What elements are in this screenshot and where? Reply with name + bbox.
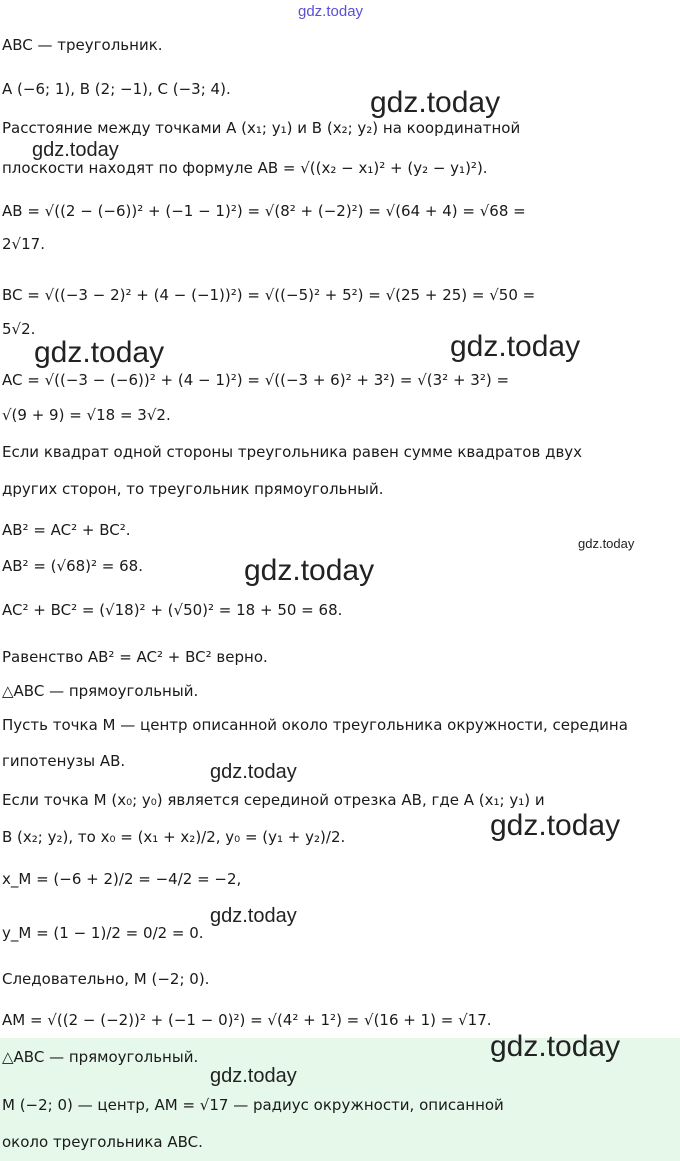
solution-line: Если точка M (x₀; y₀) является серединой отрезка AB, где A (x₁; y₁) и (2, 791, 545, 809)
solution-line: плоскости находят по формуле AB = √((x₂ − x₁)² + (y₂ − y₁)²). (2, 159, 488, 177)
solution-line: гипотенузы AB. (2, 752, 126, 770)
watermark-text: gdz.today (210, 761, 297, 783)
solution-line: AC = √((−3 − (−6))² + (4 − 1)²) = √((−3 + 6)² + 3²) = √(3² + 3²) = (2, 371, 510, 389)
solution-line: AB² = (√68)² = 68. (2, 557, 143, 575)
solution-line: AC² + BC² = (√18)² + (√50)² = 18 + 50 = 68. (2, 601, 343, 619)
solution-line: других сторон, то треугольник прямоугольный. (2, 480, 384, 498)
solution-line: △ABC — прямоугольный. (2, 682, 199, 700)
answer-line: △ABC — прямоугольный. (2, 1048, 199, 1066)
answer-line: M (−2; 0) — центр, AM = √17 — радиус окружности, описанной (2, 1096, 504, 1114)
watermark-text: gdz.today (34, 336, 165, 369)
solution-line: Следовательно, M (−2; 0). (2, 970, 210, 988)
solution-line: Расстояние между точками A (x₁; y₁) и B (x₂; y₂) на координатной (2, 119, 521, 137)
solution-line: 2√17. (2, 235, 45, 253)
watermark-text: gdz.today (490, 1030, 621, 1063)
watermark-text: gdz.today (244, 554, 375, 587)
watermark-text: gdz.today (490, 809, 621, 842)
solution-line: AM = √((2 − (−2))² + (−1 − 0)²) = √(4² + 1²) = √(16 + 1) = √17. (2, 1011, 492, 1029)
solution-line: AB = √((2 − (−6))² + (−1 − 1)²) = √(8² + (−2)²) = √(64 + 4) = √68 = (2, 202, 526, 220)
solution-line: Пусть точка M — центр описанной около треугольника окружности, середина (2, 716, 628, 734)
watermark-text: gdz.today (210, 905, 297, 927)
solution-line: y_M = (1 − 1)/2 = 0/2 = 0. (2, 924, 204, 942)
watermark-text: gdz.today (298, 3, 364, 20)
solution-line: x_M = (−6 + 2)/2 = −4/2 = −2, (2, 870, 242, 888)
solution-line: AB² = AC² + BC². (2, 521, 131, 539)
solution-line: Равенство AB² = AC² + BC² верно. (2, 648, 268, 666)
solution-line: ABC — треугольник. (2, 36, 163, 54)
watermark-text: gdz.today (370, 86, 501, 119)
answer-line: около треугольника ABC. (2, 1133, 203, 1151)
watermark-text: gdz.today (450, 330, 581, 363)
solution-line: 5√2. (2, 320, 36, 338)
watermark-text: gdz.today (578, 536, 635, 551)
solution-line: Если квадрат одной стороны треугольника равен сумме квадратов двух (2, 443, 583, 461)
watermark-text: gdz.today (32, 139, 119, 161)
solution-line: B (x₂; y₂), то x₀ = (x₁ + x₂)/2, y₀ = (y₁ + y₂)/2. (2, 828, 346, 846)
solution-line: √(9 + 9) = √18 = 3√2. (2, 406, 171, 424)
solution-line: A (−6; 1), B (2; −1), C (−3; 4). (2, 80, 231, 98)
solution-line: BC = √((−3 − 2)² + (4 − (−1))²) = √((−5)² + 5²) = √(25 + 25) = √50 = (2, 286, 536, 304)
watermark-text: gdz.today (210, 1065, 297, 1087)
